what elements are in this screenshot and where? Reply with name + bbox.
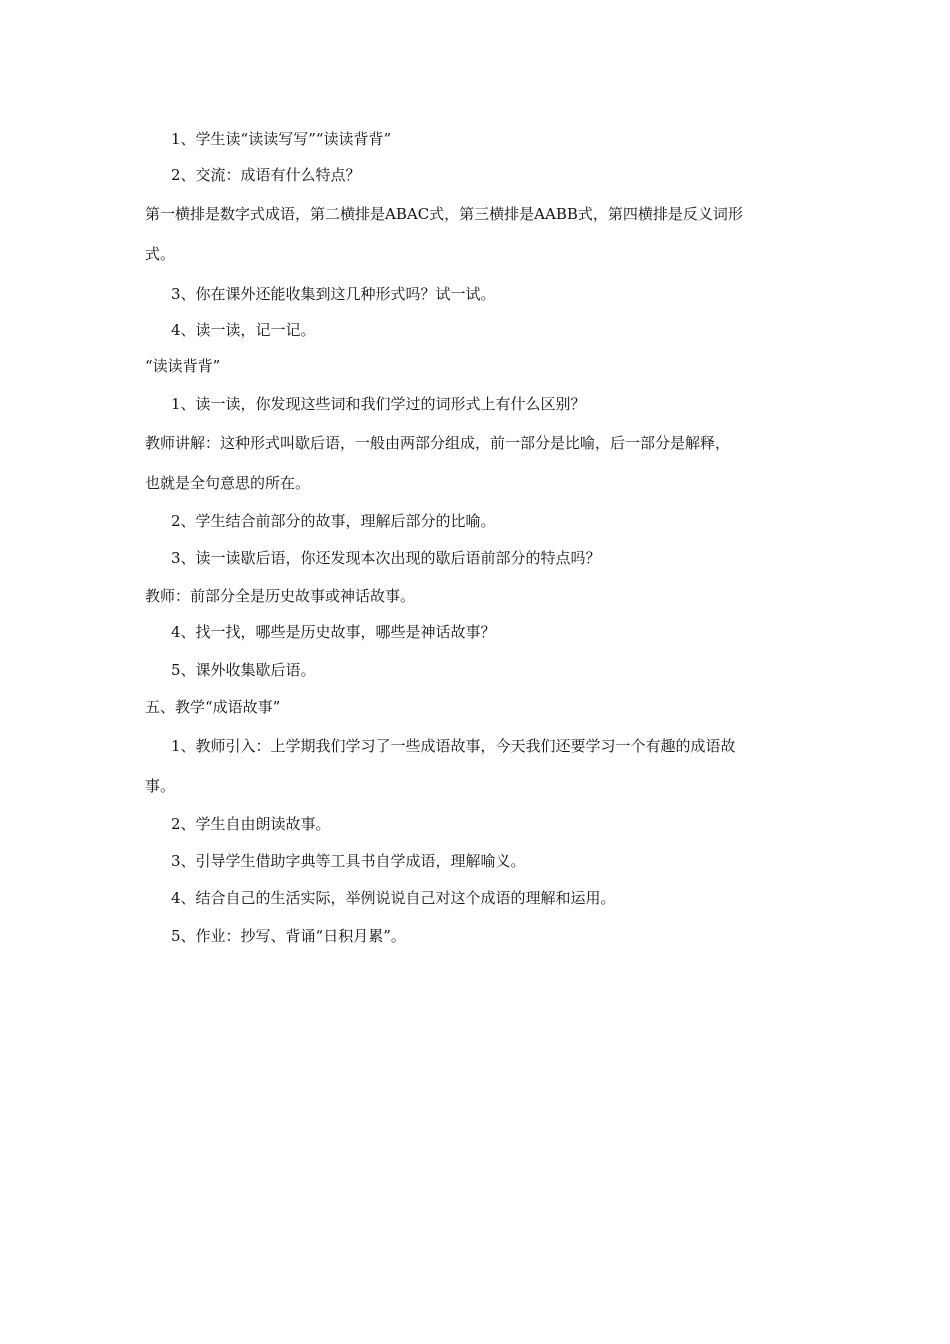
- text-line: 也就是全句意思的所在。: [145, 474, 311, 492]
- text-line: 式。: [145, 245, 176, 263]
- text-line: 教师讲解：这种形式叫歇后语，一般由两部分组成，前一部分是比喻，后一部分是解释，: [145, 434, 731, 452]
- text-line: 5、作业：抄写、背诵“日积月累”。: [171, 927, 406, 945]
- text-line: 2、学生自由朗读故事。: [171, 815, 331, 833]
- text-line: 2、交流：成语有什么特点？: [171, 166, 361, 184]
- text-line: 事。: [145, 777, 176, 795]
- text-line: 2、学生结合前部分的故事，理解后部分的比喻。: [171, 512, 496, 530]
- text-line: 3、你在课外还能收集到这几种形式吗？试一试。: [171, 285, 496, 303]
- section-heading: “读读背背”: [145, 357, 221, 375]
- text-line: 1、学生读“读读写写”“读读背背”: [171, 130, 392, 148]
- text-line: 4、结合自己的生活实际，举例说说自己对这个成语的理解和运用。: [171, 889, 616, 907]
- text-line: 1、教师引入：上学期我们学习了一些成语故事，今天我们还要学习一个有趣的成语故: [171, 737, 736, 755]
- text-line: 4、找一找，哪些是历史故事，哪些是神话故事？: [171, 623, 496, 641]
- text-line: 教师：前部分全是历史故事或神话故事。: [145, 587, 416, 605]
- section-heading: 五、教学“成语故事”: [145, 698, 281, 716]
- text-line: 1、读一读，你发现这些词和我们学过的词形式上有什么区别？: [171, 395, 586, 413]
- text-line: 5、课外收集歇后语。: [171, 661, 316, 679]
- text-line: 第一横排是数字式成语，第二横排是ABAC式，第三横排是AABB式，第四横排是反义词形: [145, 205, 743, 223]
- text-line: 3、读一读歇后语，你还发现本次出现的歇后语前部分的特点吗？: [171, 549, 601, 567]
- text-line: 4、读一读，记一记。: [171, 321, 316, 339]
- text-line: 3、引导学生借助字典等工具书自学成语，理解喻义。: [171, 852, 526, 870]
